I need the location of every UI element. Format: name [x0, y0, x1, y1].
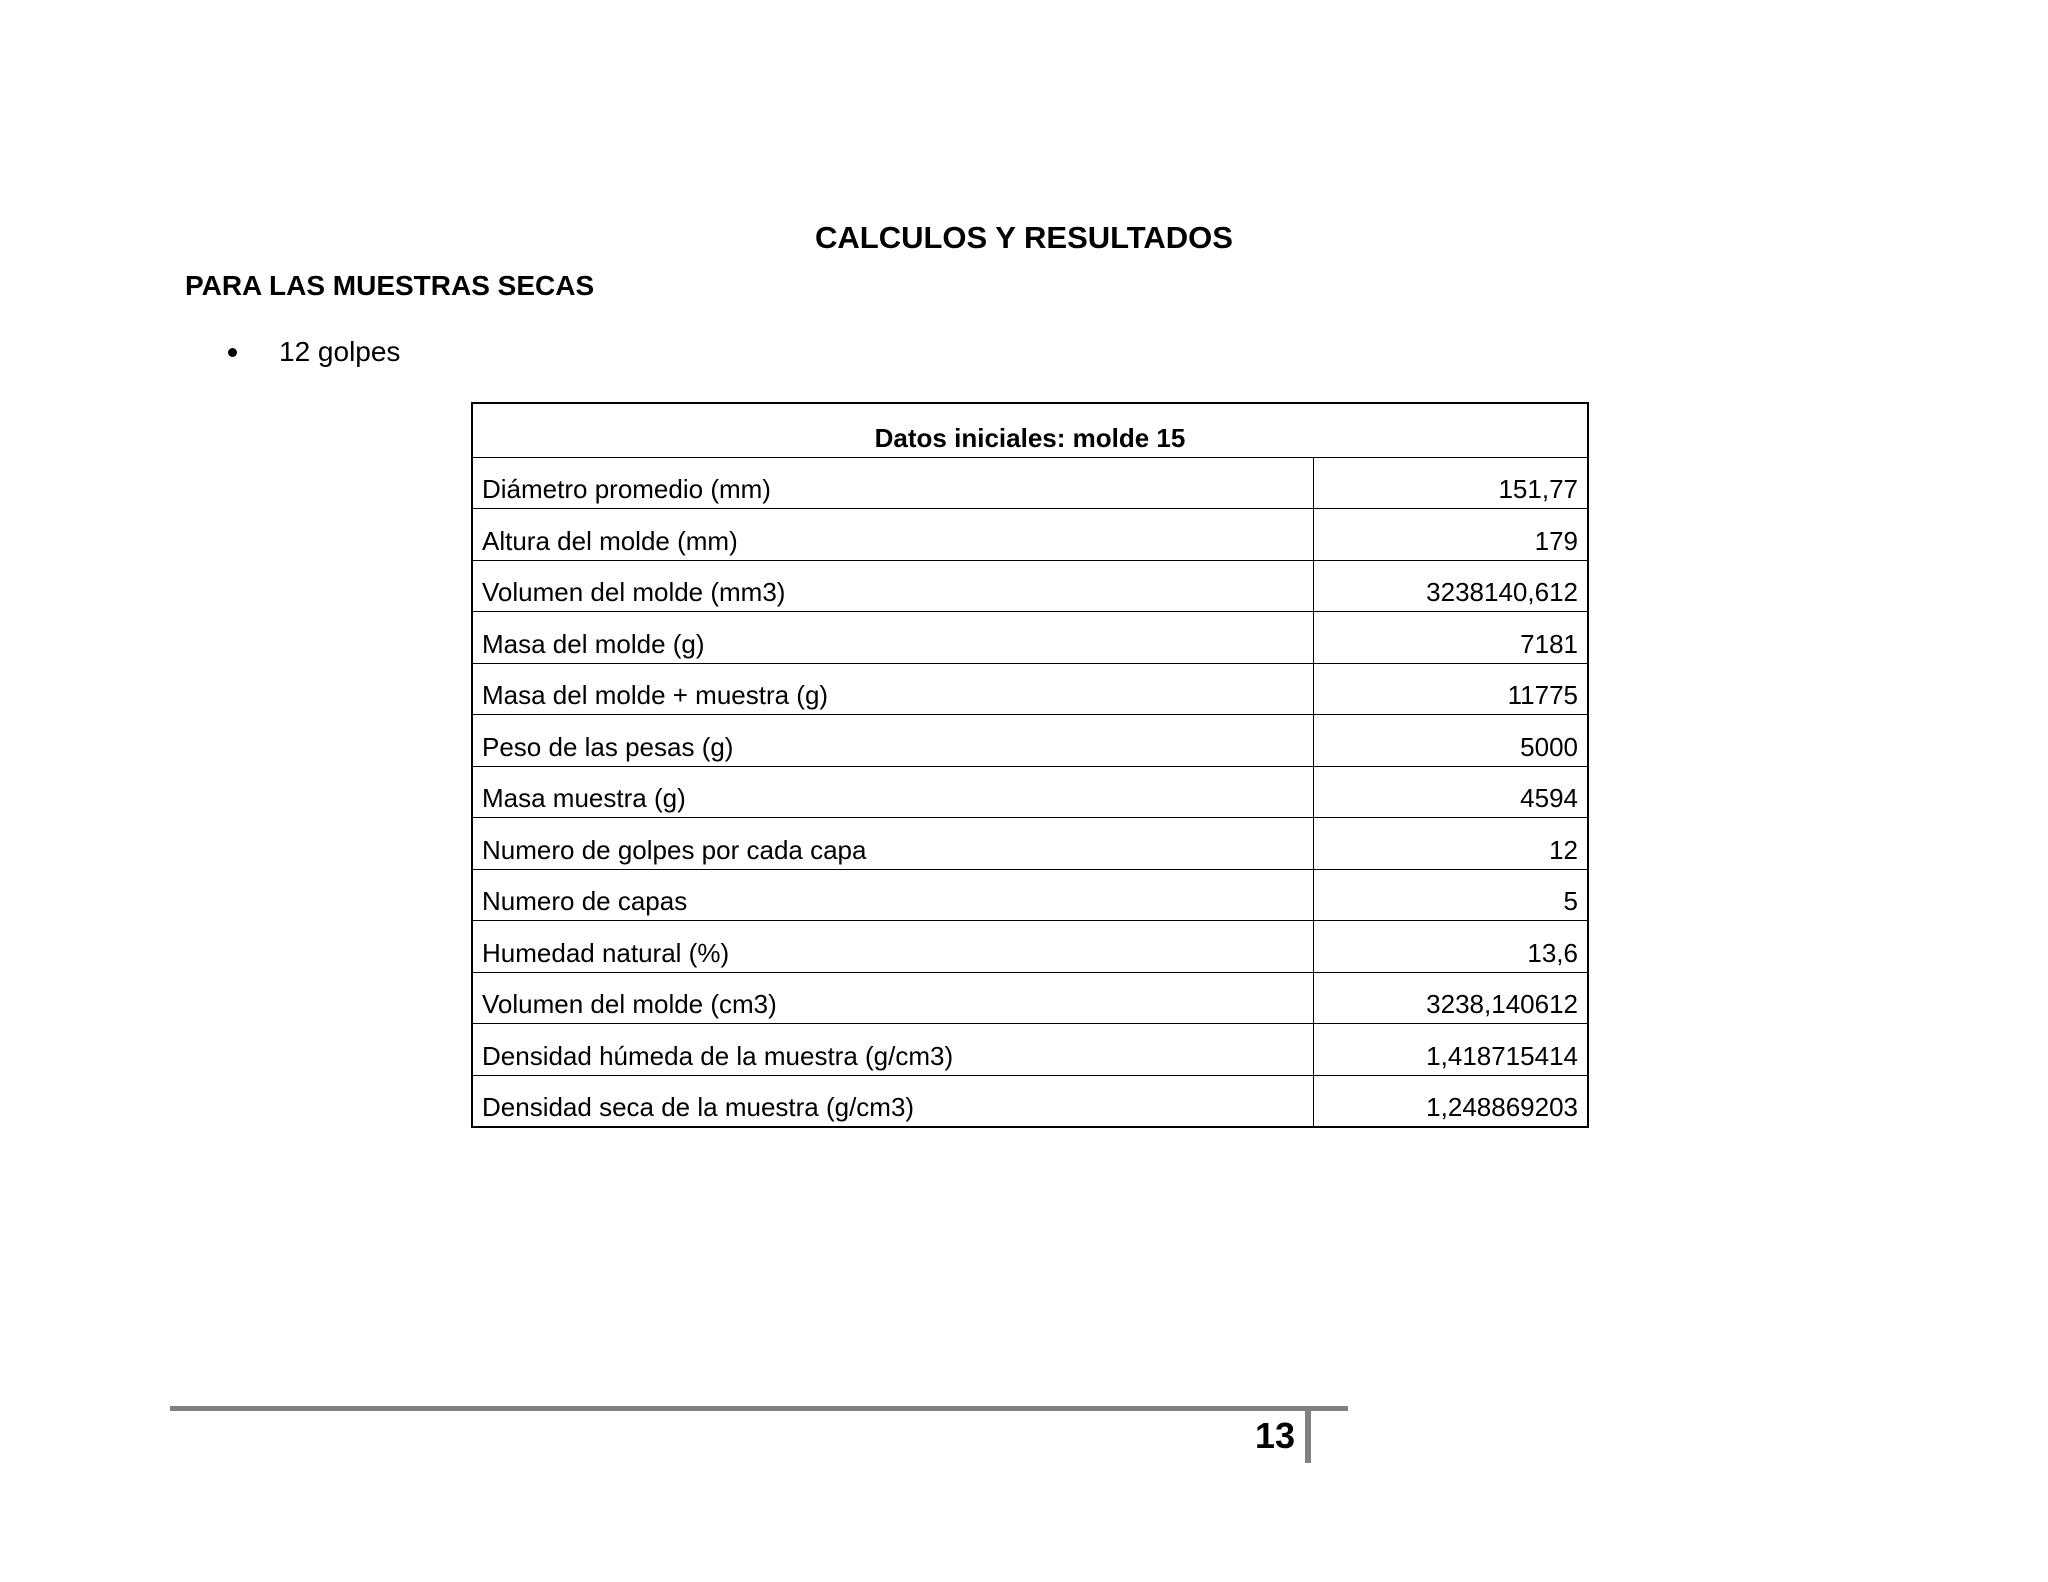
row-label: Masa del molde (g) [472, 612, 1313, 664]
row-value: 5000 [1313, 715, 1588, 767]
row-value: 4594 [1313, 766, 1588, 818]
row-value: 12 [1313, 818, 1588, 870]
row-label: Humedad natural (%) [472, 921, 1313, 973]
row-value: 13,6 [1313, 921, 1588, 973]
list-item-text: 12 golpes [279, 336, 401, 367]
table-header-row [472, 403, 1588, 457]
table-row [472, 612, 1588, 664]
row-value: 3238,140612 [1313, 972, 1588, 1024]
row-value: 3238140,612 [1313, 560, 1588, 612]
table-row [472, 1075, 1588, 1127]
row-label: Masa muestra (g) [472, 766, 1313, 818]
page-number: 13 [1254, 1415, 1295, 1456]
row-label: Volumen del molde (mm3) [472, 560, 1313, 612]
table-row [472, 457, 1588, 509]
row-label: Diámetro promedio (mm) [472, 457, 1313, 509]
row-value: 7181 [1313, 612, 1588, 664]
row-label: Altura del molde (mm) [472, 509, 1313, 561]
table-row [472, 1024, 1588, 1076]
row-value: 1,248869203 [1313, 1075, 1588, 1127]
table-header: Datos iniciales: molde 15 [472, 403, 1588, 457]
table-row [472, 869, 1588, 921]
row-label: Densidad seca de la muestra (g/cm3) [472, 1075, 1313, 1127]
page-title: CALCULOS Y RESULTADOS [815, 220, 1233, 255]
row-value: 179 [1313, 509, 1588, 561]
list-item [228, 334, 400, 370]
row-label: Peso de las pesas (g) [472, 715, 1313, 767]
row-label: Numero de golpes por cada capa [472, 818, 1313, 870]
table-row [472, 921, 1588, 973]
data-table [471, 402, 1589, 1128]
footer-rule [170, 1406, 1348, 1411]
table-row [472, 560, 1588, 612]
bullet-icon [228, 348, 237, 357]
row-value: 1,418715414 [1313, 1024, 1588, 1076]
table-row [472, 766, 1588, 818]
footer-divider [1305, 1411, 1311, 1463]
bullet-list [228, 334, 400, 370]
row-value: 5 [1313, 869, 1588, 921]
table-row [472, 715, 1588, 767]
table-row [472, 509, 1588, 561]
row-label: Volumen del molde (cm3) [472, 972, 1313, 1024]
row-label: Numero de capas [472, 869, 1313, 921]
row-value: 151,77 [1313, 457, 1588, 509]
row-label: Masa del molde + muestra (g) [472, 663, 1313, 715]
table-row [472, 663, 1588, 715]
row-label: Densidad húmeda de la muestra (g/cm3) [472, 1024, 1313, 1076]
table-row [472, 972, 1588, 1024]
section-heading: PARA LAS MUESTRAS SECAS [185, 270, 595, 301]
row-value: 11775 [1313, 663, 1588, 715]
table-row [472, 818, 1588, 870]
